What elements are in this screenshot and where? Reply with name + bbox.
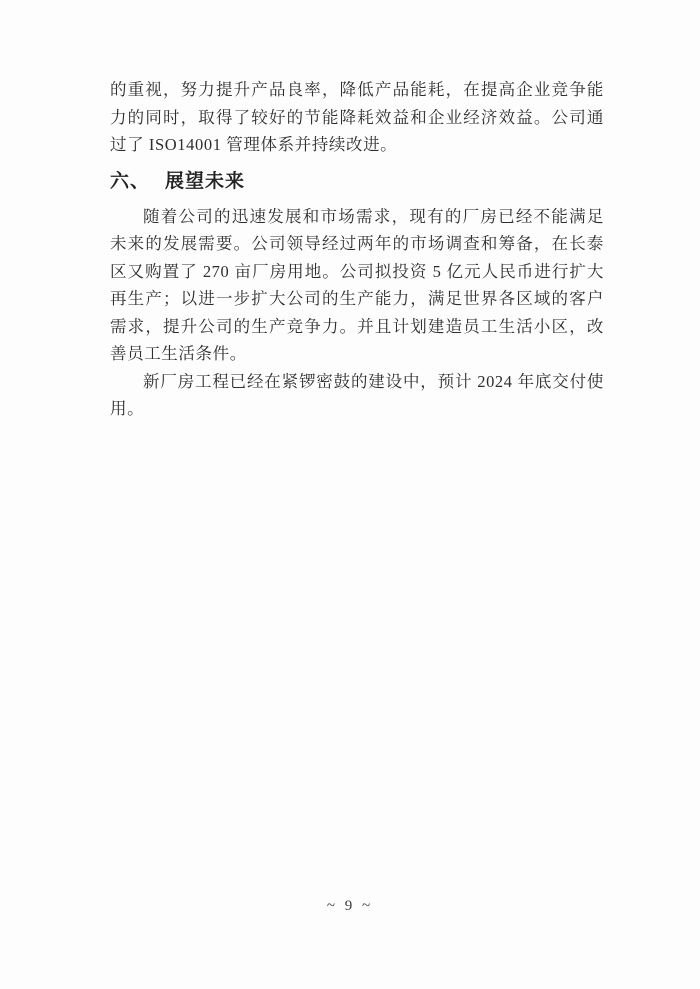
paragraph-energy-savings: 的重视，努力提升产品良率，降低产品能耗，在提高企业竞争能力的同时，取得了较好的节能降耗效益和企业经济效益。公司通过了 ISO14001 管理体系并持续改进。 [110, 80, 604, 154]
section-heading [110, 168, 604, 196]
section-number: 六、 [110, 170, 151, 192]
paragraph-new-factory: 新厂房工程已经在紧锣密鼓的建设中，预计 2024 年底交付使用。 [110, 371, 604, 418]
paragraph-expansion-plan: 随着公司的迅速发展和市场需求，现有的厂房已经不能满足未来的发展需要。公司领导经过两年的市场调查和筹备，在长泰区又购置了 270 亩厂房用地。公司拟投资 5 亿元人民币进行扩大再生产；以进一步扩大公司的生产能力，满足世界各区域的客户需求，提升公司的生产竞争力。并且计划建造员工生活小区，改善员工生活条件。 [110, 206, 604, 363]
page-number: ~ 9 ~ [326, 898, 374, 914]
section-title: 展望未来 [165, 170, 246, 192]
page-content [110, 76, 604, 423]
